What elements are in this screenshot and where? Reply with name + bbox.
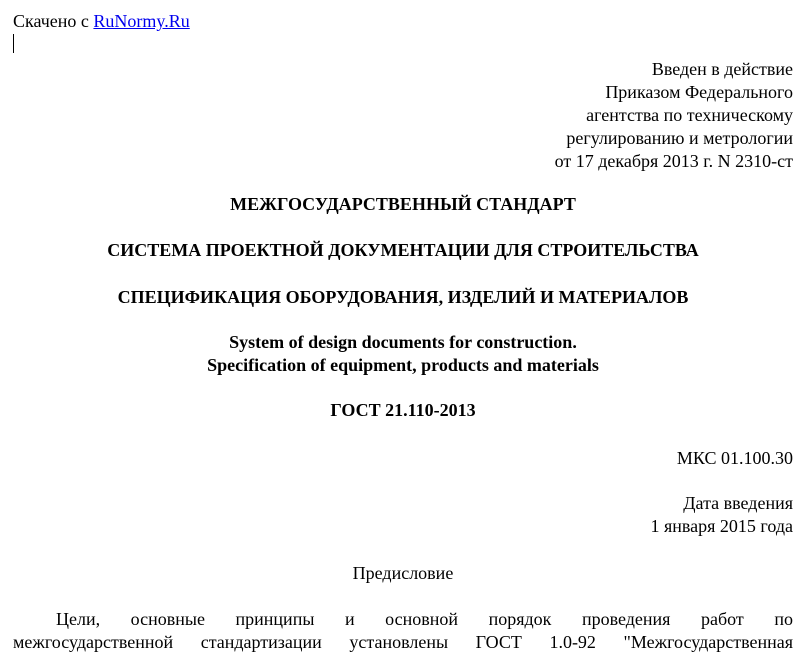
enactment-line: регулированию и метрологии (566, 128, 793, 148)
enactment-line: от 17 декабря 2013 г. N 2310-ст (554, 151, 793, 171)
enactment-line: агентства по техническому (586, 105, 793, 125)
gost-number-heading: ГОСТ 21.110-2013 (330, 400, 476, 420)
english-title (13, 331, 793, 377)
enactment-line: Приказом Федерального (605, 82, 793, 102)
source-link[interactable]: RuNormy.Ru (93, 11, 190, 31)
introduction-date-label: Дата введения (683, 493, 793, 513)
mks-code: МКС 01.100.30 (676, 448, 793, 468)
document-page (13, 0, 793, 650)
source-line (13, 10, 190, 32)
paragraph-line: межгосударственной стандартизации установлены ГОСТ 1.0-92 "Межгосударственная (13, 632, 793, 652)
standard-type-heading: МЕЖГОСУДАРСТВЕННЫЙ СТАНДАРТ (230, 194, 576, 214)
introduction-date-block (650, 492, 793, 538)
system-title-heading: СИСТЕМА ПРОЕКТНОЙ ДОКУМЕНТАЦИИ ДЛЯ СТРОИТЕЛЬСТВА (107, 240, 699, 260)
english-title-line: Specification of equipment, products and materials (207, 355, 599, 375)
text-cursor (13, 34, 14, 53)
source-prefix: Скачено с (13, 11, 94, 31)
paragraph-line: Цели, основные принципы и основной порядок проведения работ по (56, 609, 793, 629)
preface-title: Предисловие (352, 563, 454, 583)
preface-paragraph (13, 608, 793, 654)
english-title-line: System of design documents for construction. (229, 332, 577, 352)
enactment-block (555, 58, 793, 173)
introduction-date-value: 1 января 2015 года (650, 516, 793, 536)
spec-title-heading: СПЕЦИФИКАЦИЯ ОБОРУДОВАНИЯ, ИЗДЕЛИЙ И МАТЕРИАЛОВ (117, 287, 689, 307)
enactment-line: Введен в действие (651, 59, 793, 79)
